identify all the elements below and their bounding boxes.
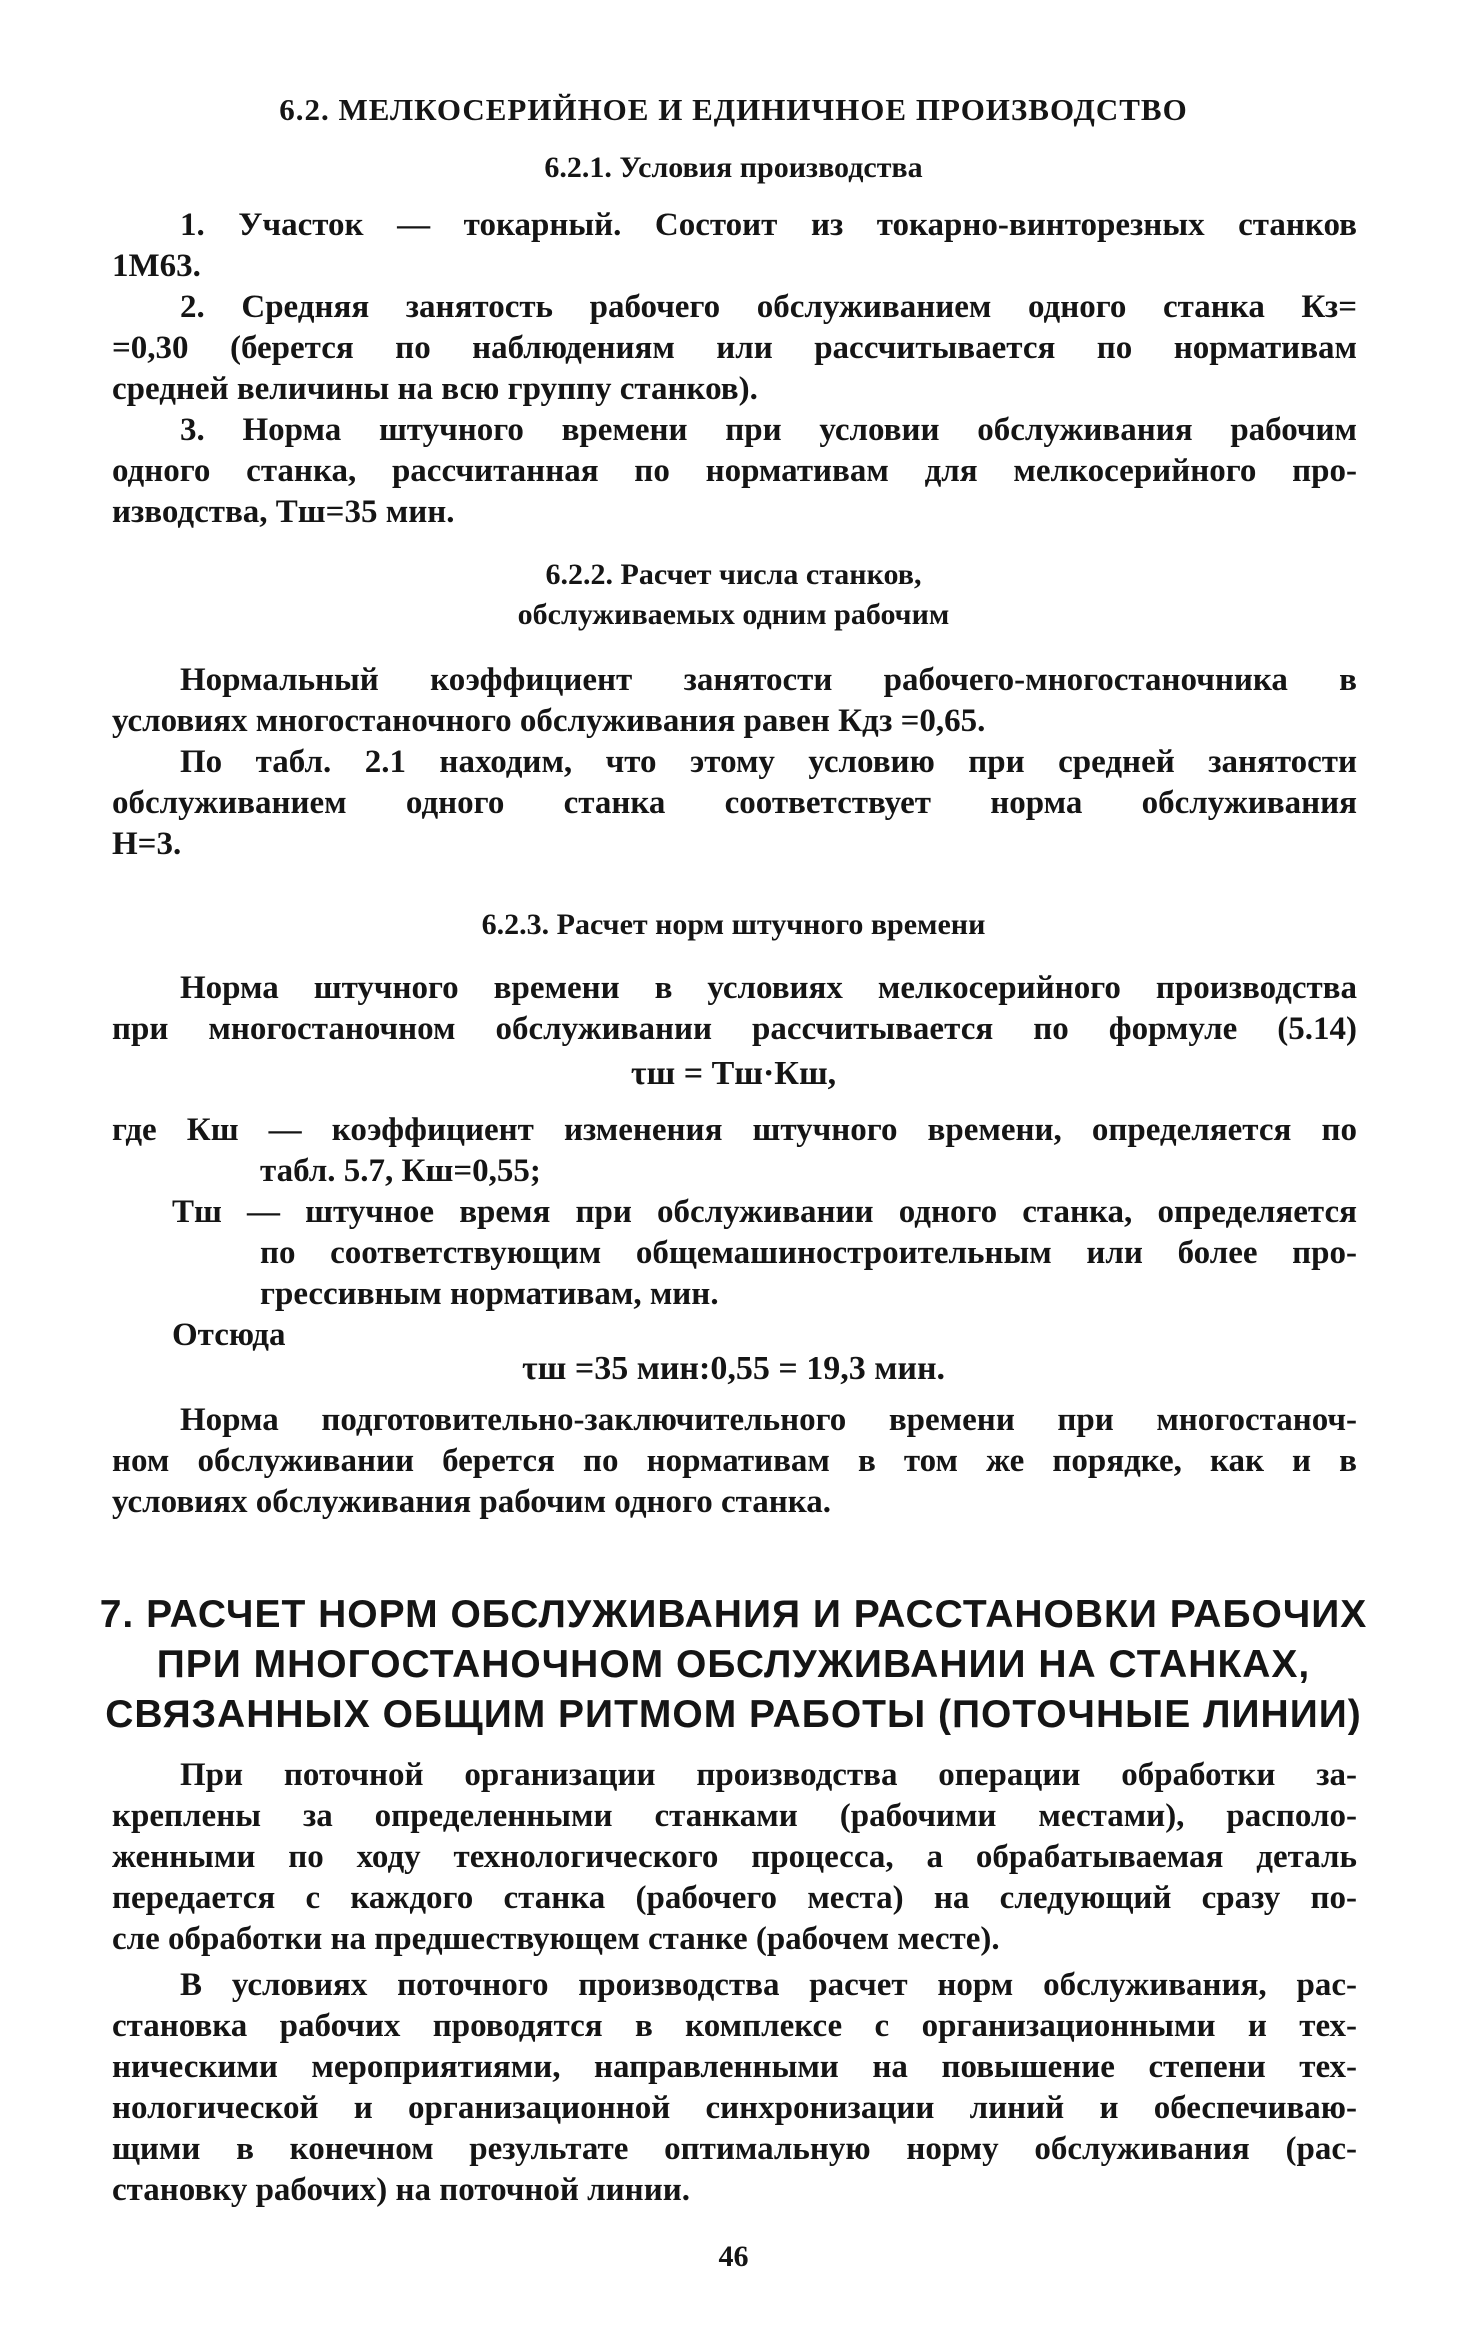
paragraph-line: сле обработки на предшествующем станке (рабочем месте). [112,1921,1000,1957]
condition-1-line-2: 1М63. [112,248,201,284]
condition-3-line-1: 3. Норма штучного времени при условии обслуживания рабочим [180,412,1357,448]
paragraph-flow-organization [112,1755,1357,1960]
where-line-3: Тш — штучное время при обслуживании одного станка, определяется [172,1194,1357,1230]
section-7-title-line-3: СВЯЗАННЫХ ОБЩИМ РИТМОМ РАБОТЫ (ПОТОЧНЫЕ ЛИНИИ) [105,1693,1362,1736]
paragraph-line: условиях обслуживания рабочим одного станка. [112,1484,832,1520]
condition-2-line-3: средней величины на всю группу станков). [112,371,758,407]
condition-2-line-1: 2. Средняя занятость рабочего обслуживанием одного станка Кз= [180,289,1357,325]
paragraph-line: при многостаночном обслуживании рассчитывается по формуле (5.14) [112,1011,1357,1047]
subsection-6-2-3-title: 6.2.3. Расчет норм штучного времени [481,908,986,941]
paragraph-flow-production [112,1965,1357,2211]
paragraph-line: креплены за определенными станками (рабочими местами), располо- [112,1798,1357,1834]
conditions-list [112,205,1357,533]
subsection-6-2-2-title-line-2: обслуживаемых одним рабочим [517,598,950,631]
condition-1-line-1: 1. Участок — токарный. Состоит из токарно-винторезных станков [180,207,1357,243]
paragraph-line: щими в конечном результате оптимальную норму обслуживания (рас- [112,2131,1357,2167]
hence-label: Отсюда [172,1317,286,1353]
paragraph-line: Нормальный коэффициент занятости рабочего-многостаночника в [180,662,1357,698]
paragraph-line: Норма подготовительно-заключительного времени при многостаноч- [180,1402,1357,1438]
paragraph-line: становку рабочих) на поточной линии. [112,2172,690,2208]
subsection-6-2-2-title [0,555,1467,635]
paragraph-line: женными по ходу технологического процесса, а обрабатываемая деталь [112,1839,1357,1875]
paragraph-line: ническими мероприятиями, направленными на повышение степени тех- [112,2049,1357,2085]
condition-3-line-2: одного станка, рассчитанная по нормативам для мелкосерийного про- [112,453,1357,489]
paragraph-line: По табл. 2.1 находим, что этому условию при средней занятости [180,744,1357,780]
subsection-6-2-1-title: 6.2.1. Условия производства [544,151,923,184]
condition-3-line-3: изводства, Тш=35 мин. [112,494,455,530]
paragraph-line: становка рабочих проводятся в комплексе с организационными и тех- [112,2008,1357,2044]
paragraph-line: Норма штучного времени в условиях мелкосерийного производства [180,970,1357,1006]
paragraph-norm-coefficient [112,660,1357,865]
formula-piece-time: τш = Тш·Кш, [630,1055,837,1092]
where-line-5: грессивным нормативам, мин. [260,1276,719,1312]
paragraph-line: В условиях поточного производства расчет норм обслуживания, рас- [180,1967,1357,2003]
formula-result: τш =35 мин:0,55 = 19,3 мин. [521,1350,946,1387]
section-7-title-line-2: ПРИ МНОГОСТАНОЧНОМ ОБСЛУЖИВАНИИ НА СТАНКАХ, [156,1643,1311,1686]
section-7-title [0,1590,1467,1740]
subsection-6-2-2-title-line-1: 6.2.2. Расчет числа станков, [545,558,922,591]
paragraph-line: обслуживанием одного станка соответствует норма обслуживания [112,785,1357,821]
condition-2-line-2: =0,30 (берется по наблюдениям или рассчитывается по нормативам [112,330,1357,366]
section-6-2-title: 6.2. МЕЛКОСЕРИЙНОЕ И ЕДИНИЧНОЕ ПРОИЗВОДСТВО [279,92,1188,127]
paragraph-line: Н=3. [112,826,182,862]
paragraph-piece-time [112,968,1357,1050]
paragraph-line: передается с каждого станка (рабочего места) на следующий сразу по- [112,1880,1357,1916]
paragraph-line: При поточной организации производства операции обработки за- [180,1757,1357,1793]
where-line-2: табл. 5.7, Кш=0,55; [260,1153,541,1189]
where-line-4: по соответствующим общемашиностроительным или более про- [260,1235,1357,1271]
section-7-title-line-1: 7. РАСЧЕТ НОРМ ОБСЛУЖИВАНИЯ И РАССТАНОВКИ РАБОЧИХ [99,1593,1368,1636]
page-number: 46 [718,2240,749,2273]
where-line-1: где Кш — коэффициент изменения штучного времени, определяется по [112,1112,1357,1148]
paragraph-line: ном обслуживании берется по нормативам в том же порядке, как и в [112,1443,1357,1479]
paragraph-line: условиях многостаночного обслуживания равен Кдз =0,65. [112,703,986,739]
paragraph-prep-time [112,1400,1357,1523]
paragraph-line: нологической и организационной синхронизации линий и обеспечиваю- [112,2090,1357,2126]
